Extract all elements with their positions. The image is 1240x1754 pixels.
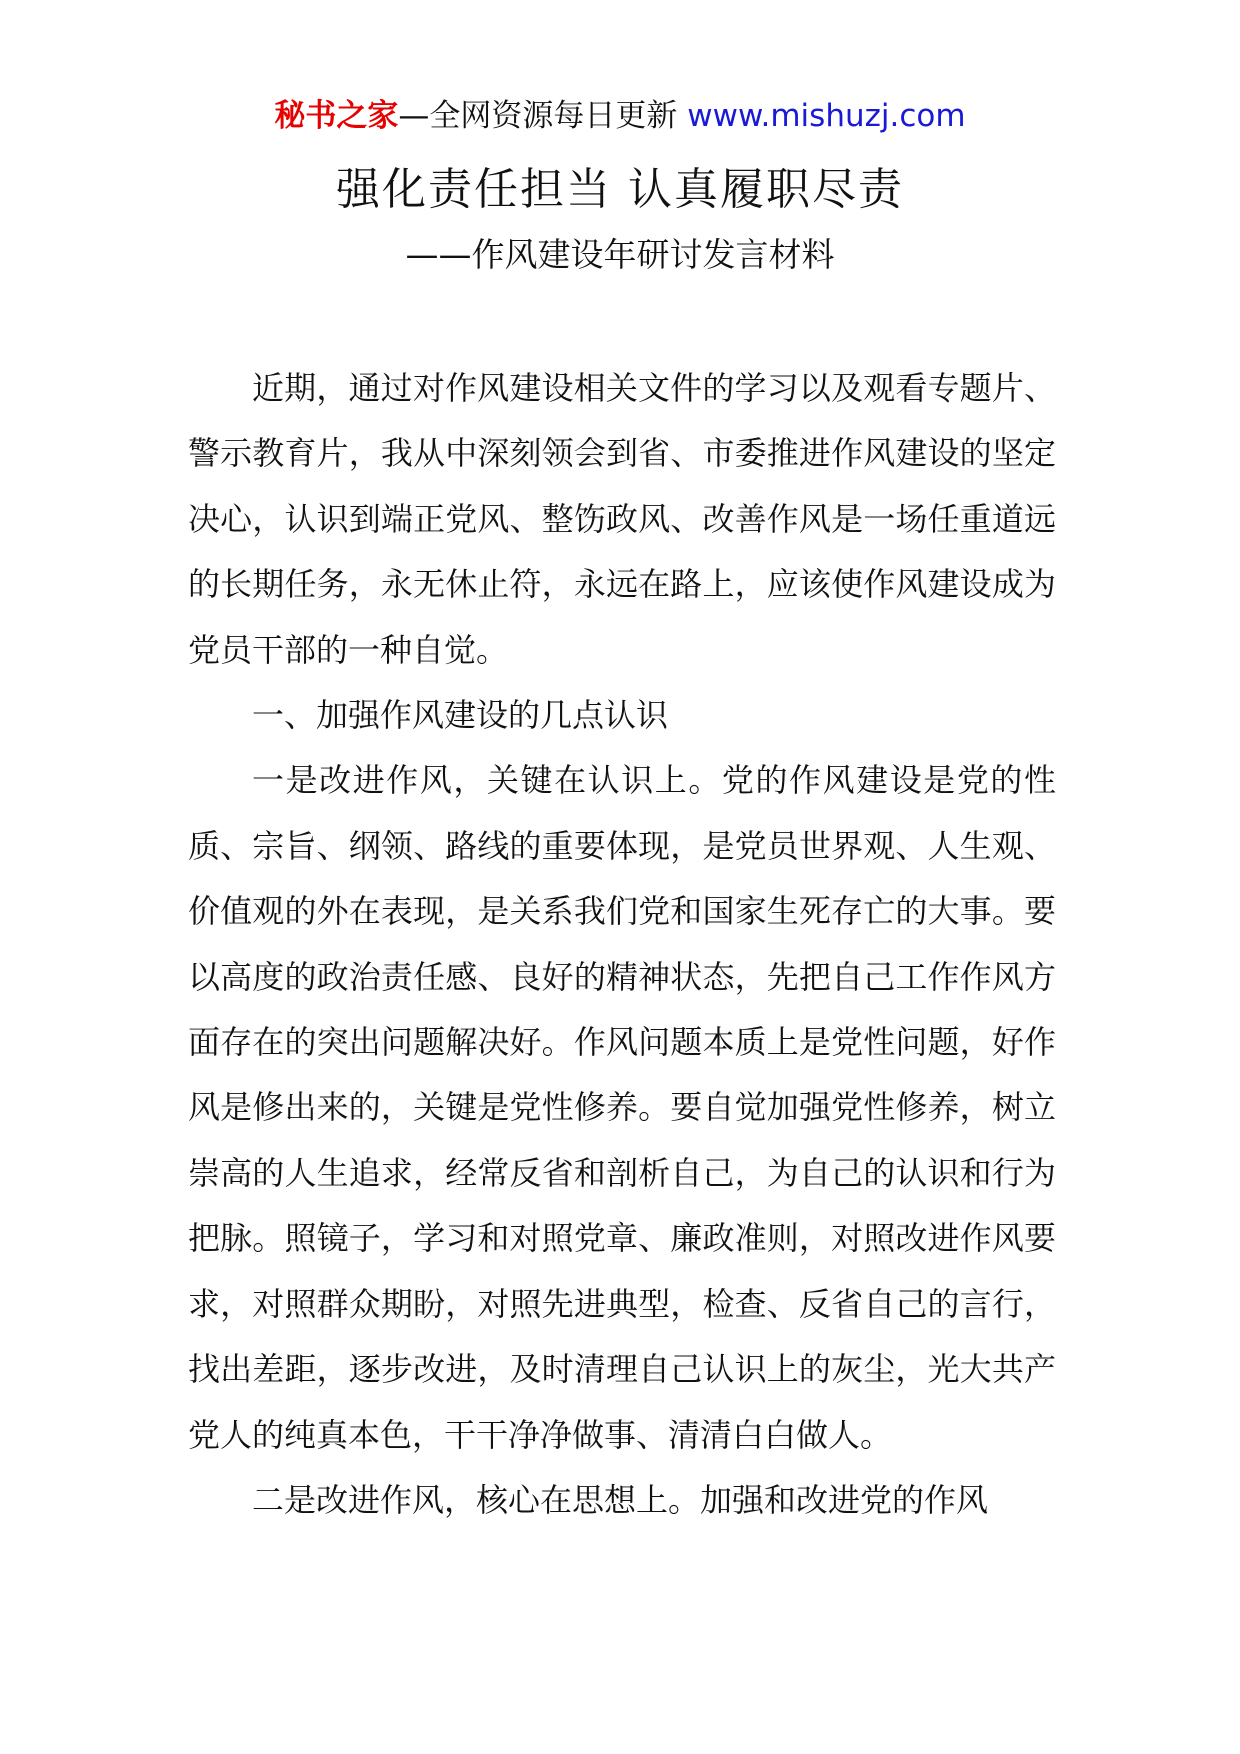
paragraph: 二是改进作风，核心在思想上。加强和改进党的作风: [252, 1480, 989, 1519]
section-heading: 一、加强作风建设的几点认识: [252, 696, 669, 735]
site-slogan: —全网资源每日更新: [398, 98, 688, 134]
document-subtitle: ——作风建设年研讨发言材料: [405, 235, 835, 274]
site-url-link[interactable]: www.mishuzj.com: [687, 98, 966, 134]
document-body: [188, 356, 1056, 1533]
document-title: 强化责任担当 认真履职尽责: [336, 164, 904, 215]
paragraph: 近期，通过对作风建设相关文件的学习以及观看专题片、警示教育片，我从中深刻领会到省、市委推进作风建设的坚定决心，认识到端正党风、整饬政风、改善作风是一场任重道远的长期任务，永无休止符，永远在路上，应该使作风建设成为党员干部的一种自觉。: [188, 369, 1056, 669]
paragraph: 一是改进作风，关键在认识上。党的作风建设是党的性质、宗旨、纲领、路线的重要体现，是党员世界观、人生观、价值观的外在表现，是关系我们党和国家生死存亡的大事。要以高度的政治责任感、良好的精神状态，先把自己工作作风方面存在的突出问题解决好。作风问题本质上是党性问题，好作风是修出来的，关键是党性修养。要自觉加强党性修养，树立崇高的人生追求，经常反省和剖析自己，为自己的认识和行为把脉。照镜子，学习和对照党章、廉政准则，对照改进作风要求，对照群众期盼，对照先进典型，检查、反省自己的言行，找出差距，逐步改进，及时清理自己认识上的灰尘，光大共产党人的纯真本色，干干净净做事、清清白白做人。: [188, 761, 1056, 1454]
site-header: [0, 96, 1240, 136]
site-name: 秘书之家: [274, 98, 399, 134]
